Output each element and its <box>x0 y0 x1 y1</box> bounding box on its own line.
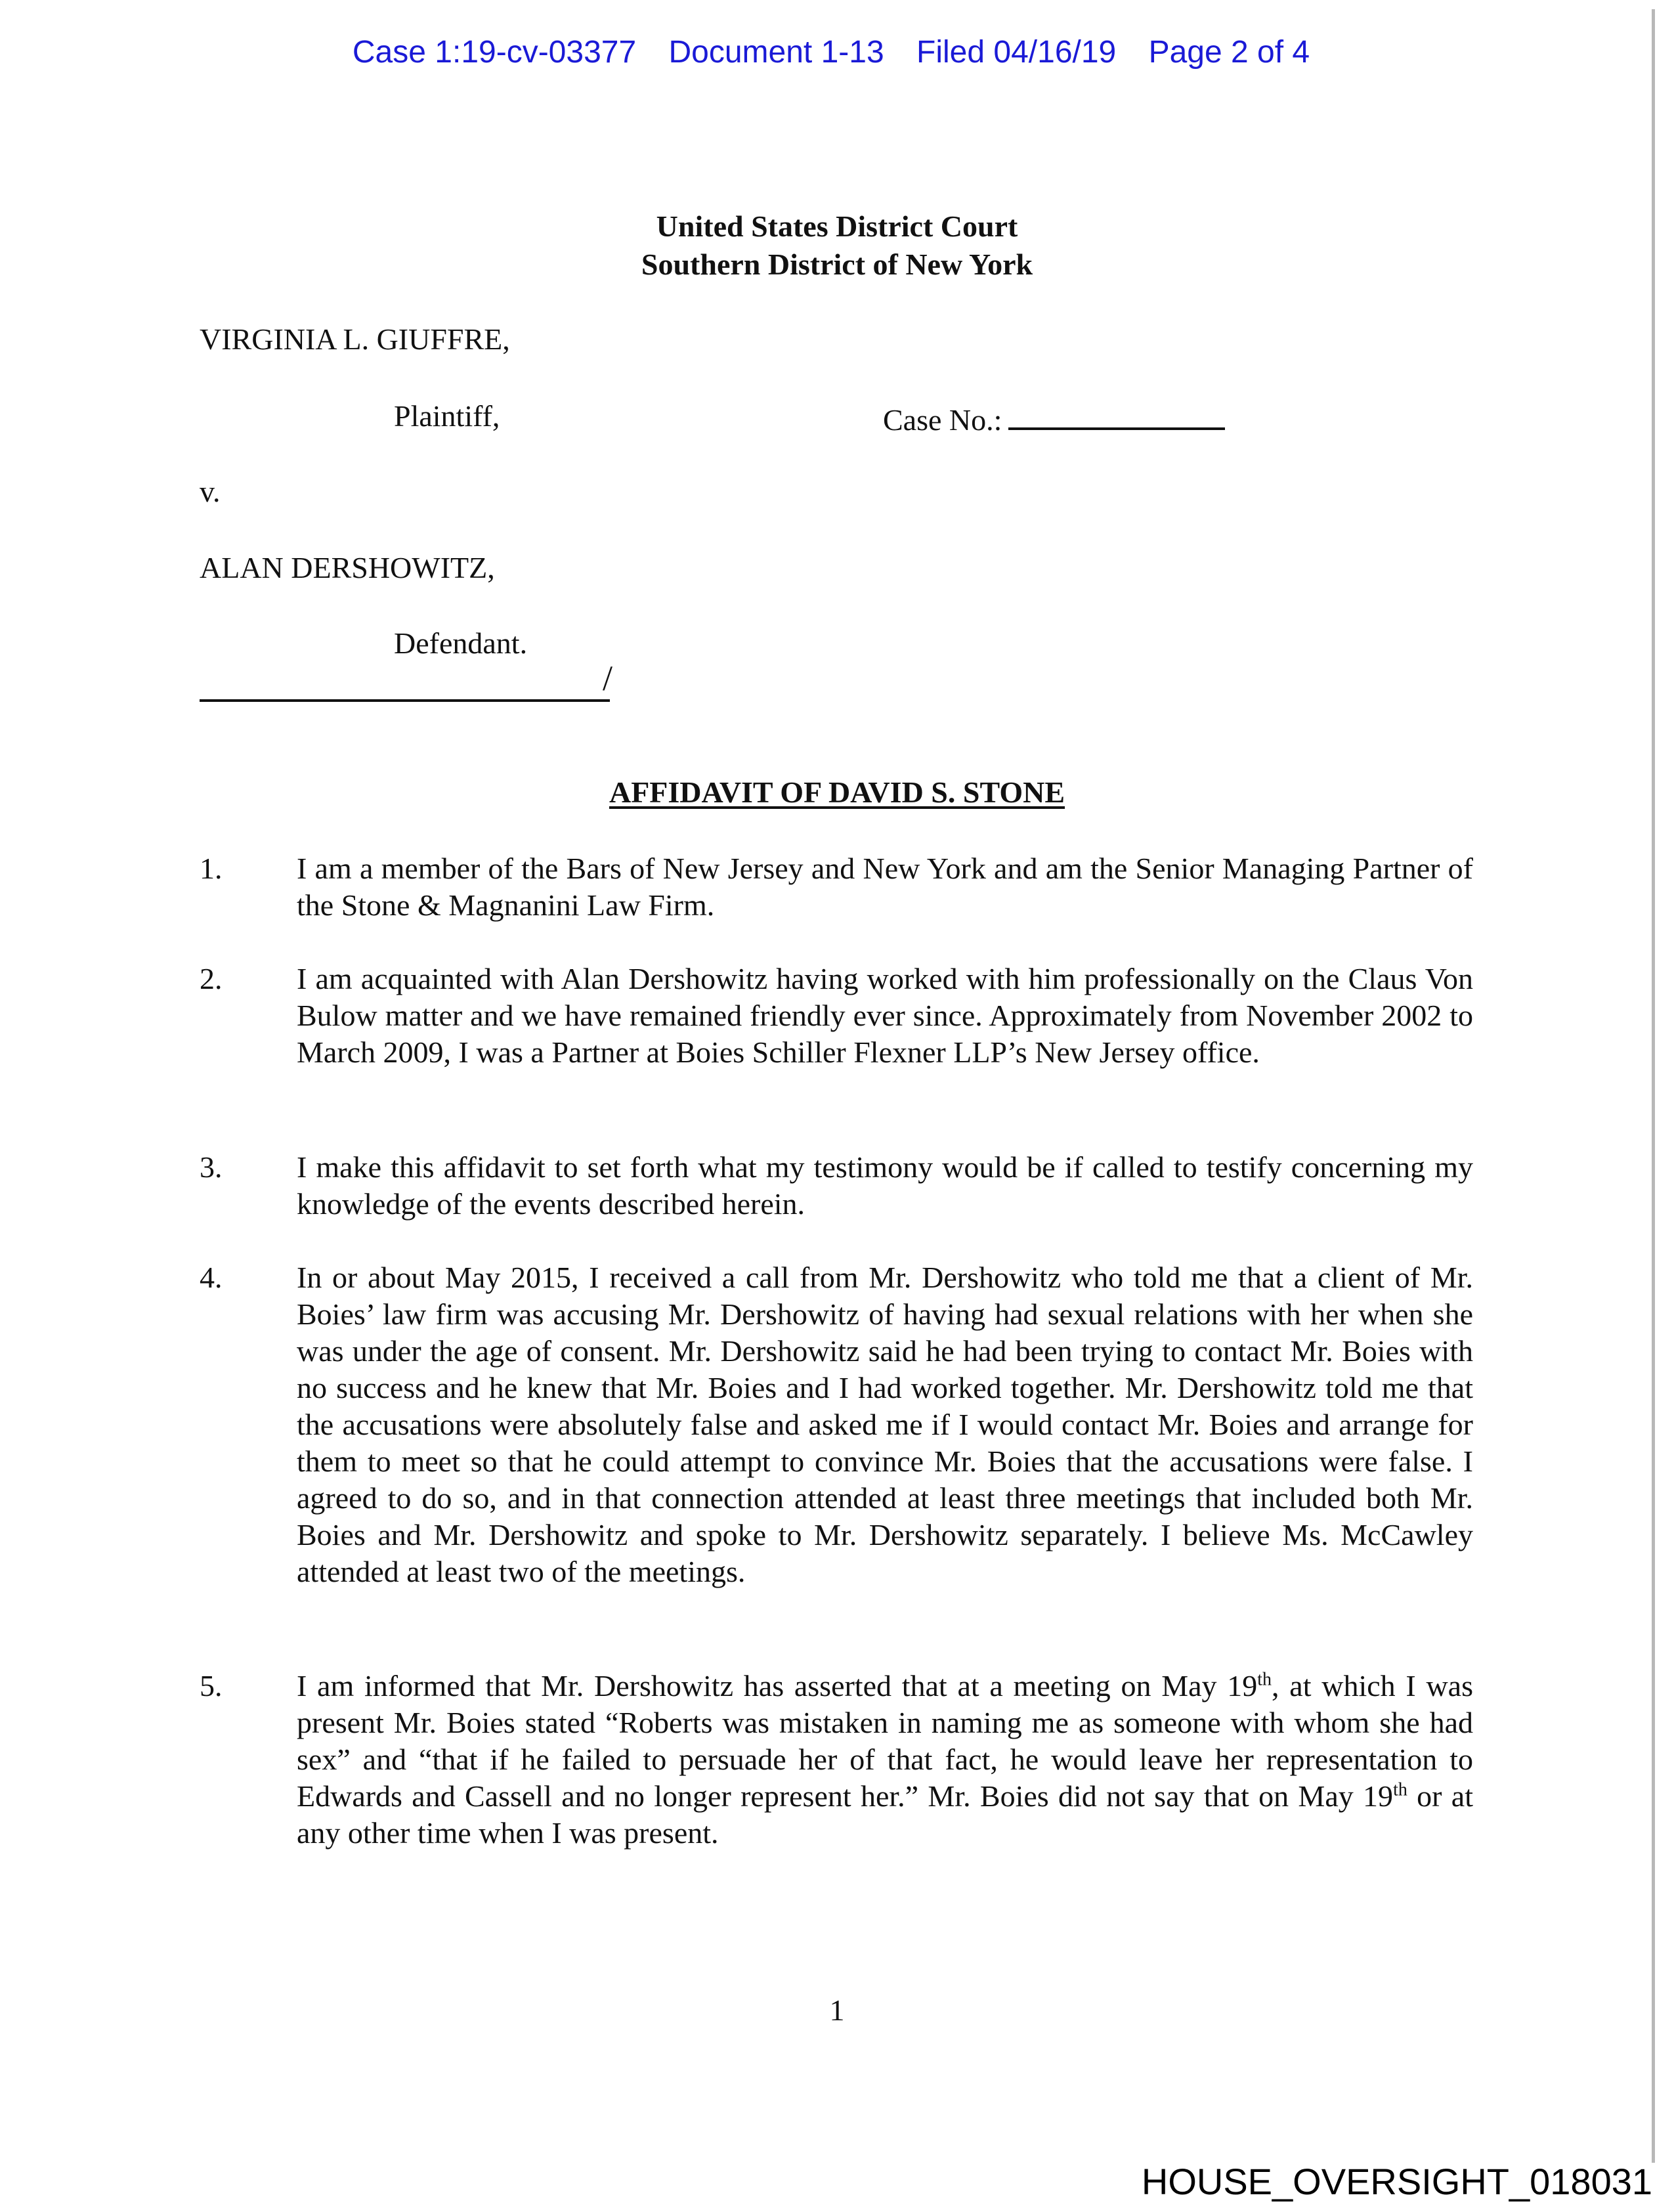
scan-edge-line <box>1652 9 1655 2163</box>
paragraph-5 <box>200 1668 1473 1852</box>
paragraph-number: 1. <box>200 852 223 885</box>
court-district: Southern District of New York <box>641 248 1033 281</box>
paragraph-text: I am acquainted with Alan Dershowitz having worked with him professionally on the Claus Von Bulow matter and we have remained friendly ever since. Approximately from November 2002 to March 2009, I was a Partner at Boies Schiller Flexner LLP’s New Jersey office. <box>297 962 1473 1069</box>
plaintiff-role: Plaintiff, <box>394 399 500 433</box>
paragraph-text-part: , at which I was present Mr. Boies stated “Roberts was mistaken in naming me as someone with whom she had sex” and “that if he failed to persuade her of that fact, he would leave her representation to Edwards and Cassell and no longer represent her.” Mr. Boies did not say that on May 19 <box>297 1669 1473 1813</box>
caption-divider-line <box>200 699 610 702</box>
page-number: 1 <box>829 1993 845 2027</box>
ordinal-suffix: th <box>1257 1669 1272 1690</box>
paragraph-text-part: I am informed that Mr. Dershowitz has asserted that at a meeting on May 19 <box>297 1669 1258 1702</box>
caption-slash: / <box>603 659 613 698</box>
paragraph-number: 2. <box>200 962 223 995</box>
case-number-label: Case No.: <box>883 403 1002 437</box>
defendant-role: Defendant. <box>394 626 528 660</box>
paragraph-text-part: or at any other time when I was present. <box>297 1779 1473 1850</box>
ecf-case-number: Case 1:19-cv-03377 <box>352 35 637 70</box>
paragraph-number: 3. <box>200 1150 223 1184</box>
versus: v. <box>200 475 221 508</box>
paragraph-text <box>297 1668 1473 1852</box>
paragraph-1 <box>200 850 1473 924</box>
defendant-name: ALAN DERSHOWITZ, <box>200 551 495 584</box>
ordinal-suffix: th <box>1393 1779 1407 1800</box>
ecf-filed-date: Filed 04/16/19 <box>916 35 1117 70</box>
paragraph-text: I am a member of the Bars of New Jersey and New York and am the Senior Managing Partner of the Stone & Magnanini Law Firm. <box>297 852 1473 922</box>
plaintiff-name: VIRGINIA L. GIUFFRE, <box>200 322 510 356</box>
paragraph-number: 4. <box>200 1261 223 1294</box>
court-name: United States District Court <box>656 209 1018 243</box>
paragraph-text: I make this affidavit to set forth what my testimony would be if called to testify concerning my knowledge of the events described herein. <box>297 1150 1473 1221</box>
document-title: AFFIDAVIT OF DAVID S. STONE <box>609 775 1065 809</box>
bates-stamp: HOUSE_OVERSIGHT_018031 <box>1141 2161 1652 2202</box>
case-number-field <box>883 399 1225 437</box>
ecf-page-indicator: Page 2 of 4 <box>1148 35 1310 70</box>
paragraph-text: In or about May 2015, I received a call from Mr. Dershowitz who told me that a client of Mr. Boies’ law firm was accusing Mr. Dershowitz of having had sexual relations with her when she was under the age of consent. Mr. Dershowitz said he had been trying to contact Mr. Boies with no success and he knew that Mr. Boies and I had worked together. Mr. Dershowitz told me that the accusations were absolutely false and asked me if I would contact Mr. Boies and arrange for them to meet so that he could attempt to convince Mr. Boies that the accusations were false. I agreed to do so, and in that connection attended at least three meetings that included both Mr. Boies and Mr. Dershowitz and spoke to Mr. Dershowitz separately. I believe Ms. McCawley attended at least two of the meetings. <box>297 1261 1473 1588</box>
paragraph-2 <box>200 961 1473 1071</box>
ecf-document-number: Document 1-13 <box>668 35 884 70</box>
case-number-blank <box>1008 399 1225 430</box>
paragraph-number: 5. <box>200 1669 223 1702</box>
paragraph-4 <box>200 1259 1473 1590</box>
ecf-header <box>0 34 1674 70</box>
paragraph-3 <box>200 1149 1473 1223</box>
